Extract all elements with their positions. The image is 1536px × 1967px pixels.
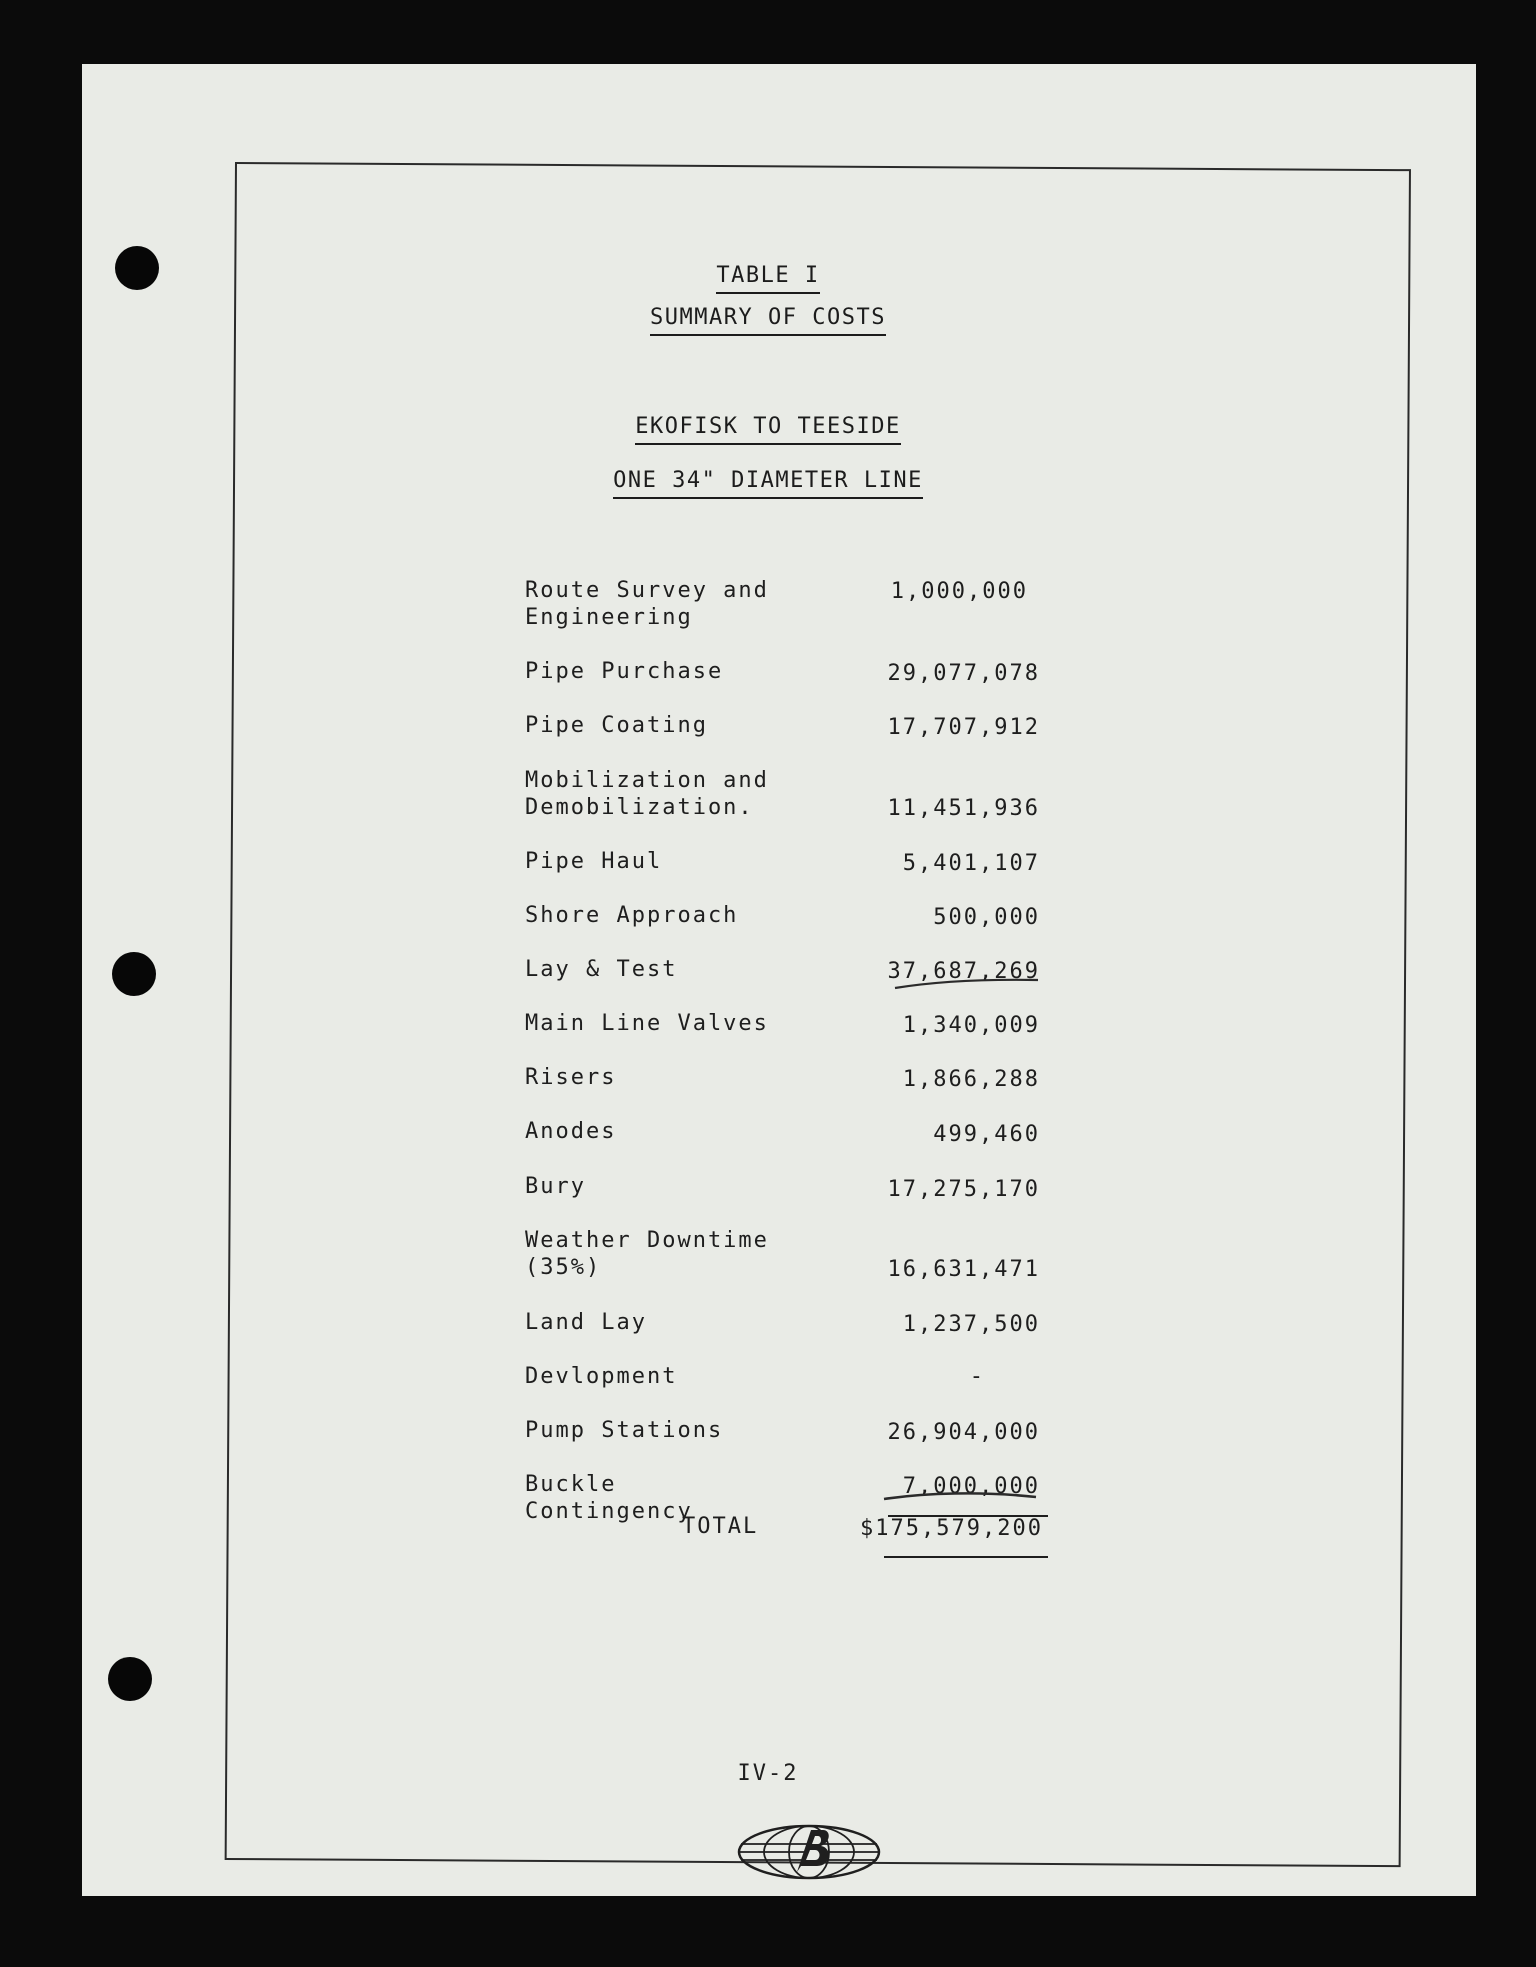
- cost-label: Pipe Purchase: [525, 659, 724, 684]
- cost-label: Main Line Valves: [525, 1011, 769, 1036]
- table-title-text: TABLE I: [716, 263, 819, 294]
- total-value: $175,579,200: [860, 1516, 1043, 1541]
- table-subtitle-text: SUMMARY OF COSTS: [650, 305, 886, 336]
- cost-label: Shore Approach: [525, 903, 739, 928]
- cost-label: Pump Stations: [525, 1418, 724, 1443]
- cost-value: 16,631,471: [887, 1257, 1040, 1282]
- cost-value: 1,340,009: [902, 1013, 1040, 1038]
- cost-value: 7,000,000: [902, 1474, 1040, 1499]
- pen-underline-buckle: [880, 1489, 1040, 1505]
- cost-value: 29,077,078: [887, 661, 1040, 686]
- cost-value: 37,687,269: [887, 959, 1040, 984]
- line-heading-text: ONE 34" DIAMETER LINE: [613, 468, 923, 499]
- punch-hole-middle: [112, 952, 156, 996]
- total-double-rule: [884, 1556, 1048, 1558]
- table-title: [0, 263, 1536, 294]
- cost-label: Devlopment: [525, 1364, 678, 1389]
- cost-value: 1,866,288: [902, 1067, 1040, 1092]
- total-label: TOTAL: [682, 1514, 759, 1539]
- cost-value: 26,904,000: [887, 1420, 1040, 1445]
- page-number: IV-2: [737, 1761, 799, 1786]
- table-subtitle: [0, 305, 1536, 336]
- cost-label: Weather Downtime (35%): [525, 1228, 769, 1280]
- company-logo-globe-icon: [735, 1822, 883, 1882]
- cost-value: -: [969, 1364, 985, 1389]
- cost-label: Risers: [525, 1065, 617, 1090]
- route-heading: [0, 414, 1536, 445]
- cost-label: Mobilization and Demobilization.: [525, 768, 769, 820]
- cost-value: 1,000,000: [890, 579, 1028, 604]
- cost-label: Bury: [525, 1174, 586, 1199]
- punch-hole-bottom: [108, 1657, 152, 1701]
- pen-underline-lay-test: [892, 976, 1042, 992]
- cost-label: Land Lay: [525, 1310, 647, 1335]
- route-heading-text: EKOFISK TO TEESIDE: [635, 414, 900, 445]
- line-heading: [0, 468, 1536, 499]
- cost-value: 11,451,936: [887, 796, 1040, 821]
- cost-value: 1,237,500: [902, 1312, 1040, 1337]
- cost-label: Pipe Coating: [525, 713, 708, 738]
- cost-value: 500,000: [933, 905, 1040, 930]
- cost-label: Buckle Contingency: [525, 1472, 693, 1524]
- cost-label: Route Survey and Engineering: [525, 578, 769, 630]
- cost-value: 17,707,912: [887, 715, 1040, 740]
- cost-value: 5,401,107: [902, 851, 1040, 876]
- cost-value: 17,275,170: [887, 1177, 1040, 1202]
- cost-label: Anodes: [525, 1119, 617, 1144]
- cost-value: 499,460: [933, 1122, 1040, 1147]
- cost-label: Lay & Test: [525, 957, 678, 982]
- cost-label: Pipe Haul: [525, 849, 663, 874]
